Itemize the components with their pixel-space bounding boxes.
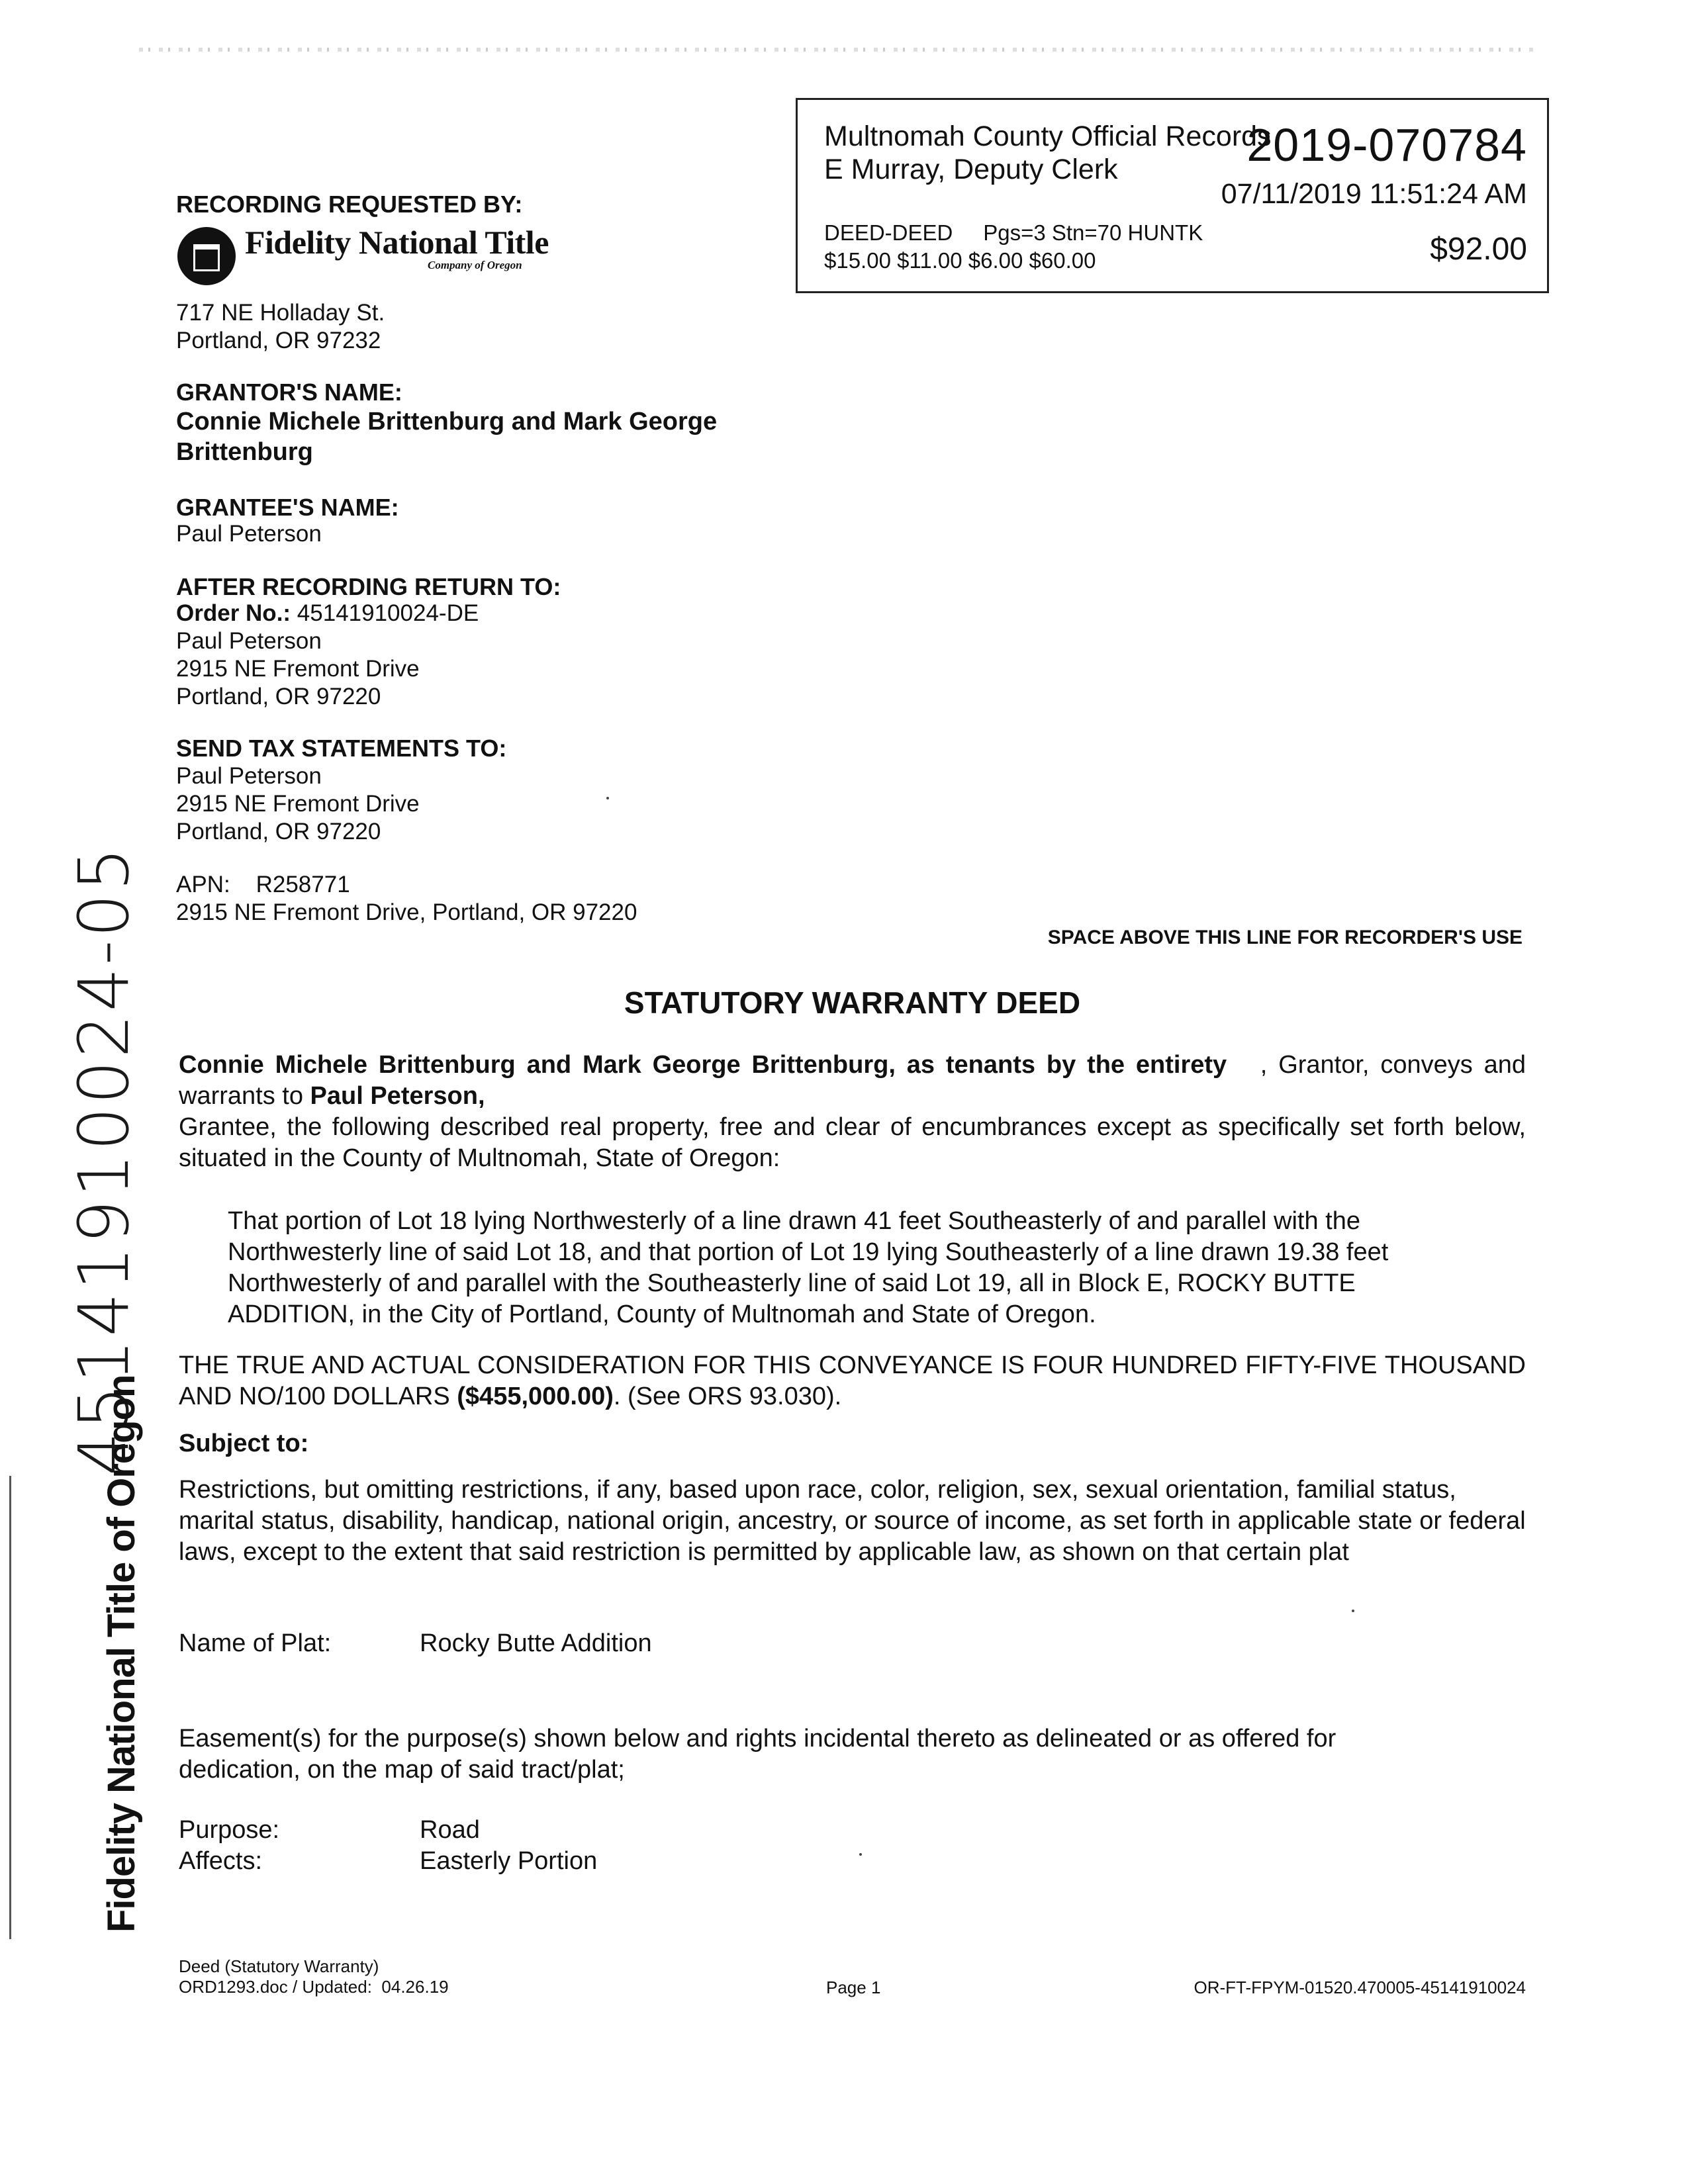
handwritten-order-number: 45141910024-05 <box>64 844 144 1476</box>
legal-description: That portion of Lot 18 lying Northwesterly of a line drawn 41 feet Southeasterly of and parallel with the Northwesterly line of said Lot 18, and that portion of Lot 19 lying Southeasterly of a line drawn 19.38 feet Northwesterly of and parallel with the Southeasterly line of said Lot 19, all in Block E, ROCKY BUTTE ADDITION, in the City of Portland, County of Multnomah and State of Oregon. <box>228 1207 1389 1328</box>
consideration-text: THE TRUE AND ACTUAL CONSIDERATION FOR THIS CONVEYANCE IS FOUR HUNDRED FIFTY-FIVE THOUSAND AND NO/100 DOLLARS <box>179 1351 1526 1410</box>
scan-artifact <box>139 48 1536 52</box>
deed-type-line: DEED-DEED Pgs=3 Stn=70 HUNTK <box>824 220 1203 245</box>
return-address-1: 2915 NE Fremont Drive <box>176 656 420 682</box>
consideration-ors: . (See ORS 93.030). <box>613 1383 842 1410</box>
recorder-stamp-box <box>796 98 1549 293</box>
recorder-fees <box>824 219 1203 275</box>
consideration-amount: ($455,000.00) <box>457 1383 614 1410</box>
requester-address <box>176 299 385 355</box>
vertical-company-title: Fidelity National Title of Oregon <box>100 1375 143 1933</box>
recorder-space-note: SPACE ABOVE THIS LINE FOR RECORDER'S USE <box>1047 927 1523 948</box>
restrictions: Restrictions, but omitting restrictions, if any, based upon race, color, religion, sex, sexual orientation, familial status, marital status, disability, handicap, national origin, ancestry, or source of income, as set forth in applicable state or federal laws, except to the extent that said restriction is permitted by applicable law, as shown on that certain plat <box>179 1476 1526 1566</box>
tax-name: Paul Peterson <box>176 763 322 789</box>
recording-requested-label: RECORDING REQUESTED BY: <box>176 191 523 218</box>
form-version: ORD1293.doc / Updated: 04.26.19 <box>179 1977 449 1997</box>
grantor-name-line-2: Brittenburg <box>176 438 313 466</box>
grantor-name <box>176 406 717 467</box>
easement-labels <box>179 1815 279 1877</box>
county-line: Multnomah County Official Records <box>824 120 1272 152</box>
logo-name: Fidelity National Title <box>245 224 549 261</box>
affects-value: Easterly Portion <box>420 1847 598 1875</box>
grantor-label: GRANTOR'S NAME: <box>176 379 402 406</box>
total-fee: $92.00 <box>1430 232 1527 267</box>
recorder-county <box>824 120 1272 186</box>
affects-label: Affects: <box>179 1847 263 1875</box>
easement: Easement(s) for the purpose(s) shown below and rights incidental thereto as delineated or as offered for dedication, on the map of said tract/plat; <box>179 1725 1336 1784</box>
return-address <box>176 600 479 711</box>
address-line-1: 717 NE Holladay St. <box>176 300 385 326</box>
order-value: 45141910024-DE <box>291 600 479 626</box>
purpose-label: Purpose: <box>179 1816 280 1844</box>
grantor-name-line-1: Connie Michele Brittenburg and Mark George <box>176 408 718 435</box>
return-label: AFTER RECORDING RETURN TO: <box>176 573 561 600</box>
grantor-rest: , Grantor, conveys and warrants to <box>179 1051 1533 1110</box>
subject-to-label: Subject to: <box>179 1430 309 1457</box>
plat-label: Name of Plat: <box>179 1629 332 1657</box>
return-address-2: Portland, OR 97220 <box>176 684 381 709</box>
consideration <box>179 1350 1526 1412</box>
grantee-label: GRANTEE'S NAME: <box>176 494 399 521</box>
footer-form <box>179 1956 449 1997</box>
margin-line <box>9 1476 11 1939</box>
conveyance-paragraph <box>179 1050 1533 1174</box>
tax-address-1: 2915 NE Fremont Drive <box>176 791 420 817</box>
clerk-line: E Murray, Deputy Clerk <box>824 154 1118 185</box>
order-label: Order No.: <box>176 600 291 626</box>
fidelity-seal-icon <box>177 227 236 285</box>
apn-address: 2915 NE Fremont Drive, Portland, OR 97220 <box>176 899 637 925</box>
address-line-2: Portland, OR 97232 <box>176 328 381 353</box>
grantee-clause: Paul Peterson, <box>310 1082 485 1110</box>
fees-line: $15.00 $11.00 $6.00 $60.00 <box>824 248 1096 273</box>
logo-sub: Company of Oregon <box>428 259 522 271</box>
grantor-clause: Connie Michele Brittenburg and Mark George Brittenburg, as tenants by the entirety <box>179 1051 1227 1079</box>
page-number: Page 1 <box>826 1978 881 1997</box>
tax-label: SEND TAX STATEMENTS TO: <box>176 735 507 762</box>
tax-address <box>176 762 420 846</box>
scan-speck <box>859 1853 862 1856</box>
grantee-name: Paul Peterson <box>176 521 322 547</box>
conveyance-rest: Grantee, the following described real property, free and clear of encumbrances except as specifically set forth below, situated in the County of Multnomah, State of Oregon: <box>179 1113 1526 1172</box>
recording-datetime: 07/11/2019 11:51:24 AM <box>1221 178 1527 210</box>
return-name: Paul Peterson <box>176 628 322 654</box>
tax-address-2: Portland, OR 97220 <box>176 819 381 844</box>
easement-values <box>420 1815 597 1877</box>
form-name: Deed (Statutory Warranty) <box>179 1956 379 1976</box>
purpose-value: Road <box>420 1816 480 1844</box>
fidelity-logo <box>176 220 580 287</box>
plat-value: Rocky Butte Addition <box>420 1629 652 1657</box>
order-number <box>176 600 479 627</box>
deed-title: STATUTORY WARRANTY DEED <box>624 985 1081 1020</box>
document-number: 2019-070784 <box>1246 119 1527 171</box>
apn: APN: R258771 <box>176 872 350 897</box>
scan-speck <box>606 797 609 799</box>
document-code: OR-FT-FPYM-01520.470005-45141910024 <box>1194 1978 1526 1997</box>
scan-speck <box>1352 1610 1354 1612</box>
